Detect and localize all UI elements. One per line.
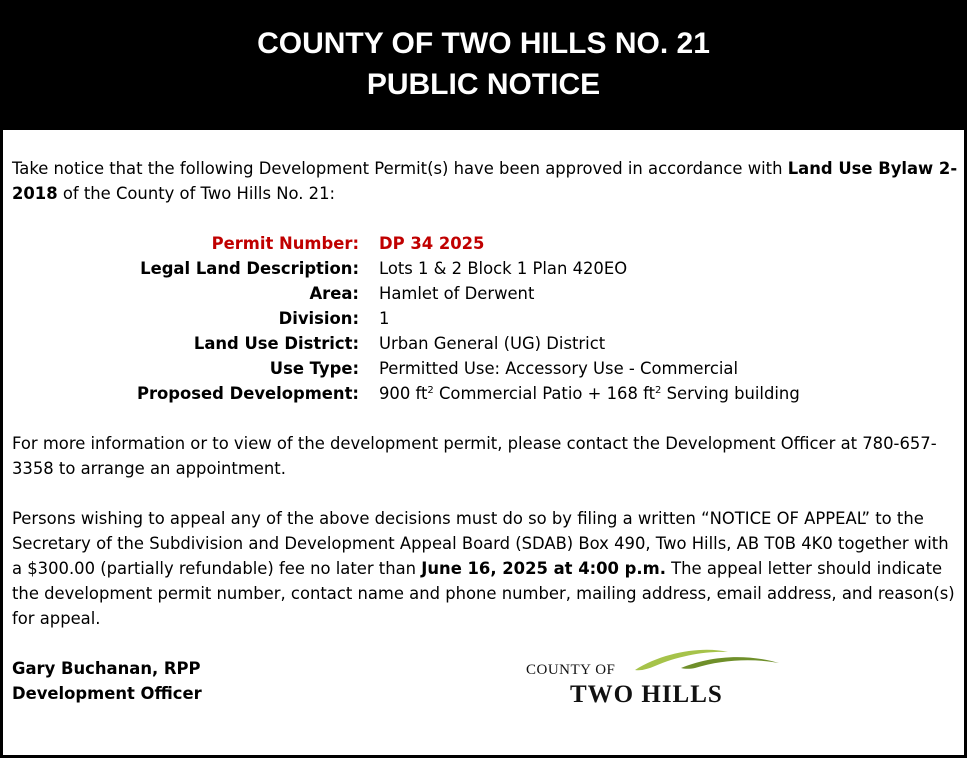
proposed-part-2: Commercial Patio + 168 ft [433, 384, 655, 403]
proposed-development-row [3, 381, 964, 406]
bylaw-reference: Land Use Bylaw 2-2018 [12, 159, 958, 203]
logo-two-hills: TWO HILLS [570, 681, 723, 708]
appeal-text-after: The appeal letter should indicate the development permit number, contact name and phone number, mailing address, email address, and reason(s) for appeal. [12, 559, 955, 628]
header-public-notice-title: PUBLIC NOTICE [366, 68, 601, 101]
proposed-part-1: 900 ft [379, 384, 428, 403]
hills-logo-icon [633, 646, 783, 678]
signature-block [12, 656, 202, 706]
permit-number-label: Permit Number: [211, 234, 359, 253]
area-row [3, 281, 964, 306]
appeal-text-before: Persons wishing to appeal any of the above decisions must do so by filing a written “NOTICE OF APPEAL” to the Secretary of the Subdivision and Development Appeal Board (SDAB) Box 490, Two Hills, AB T0B 4K0 together with a $300.00 (partially refundable) fee no later than [12, 509, 949, 578]
intro-text-before: Take notice that the following Development Permit(s) have been approved in accordance with [12, 159, 788, 178]
use-type-value: Permitted Use: Accessory Use - Commercial [379, 359, 739, 378]
proposed-sup-2: 2 [655, 385, 662, 396]
area-label: Area: [309, 284, 359, 303]
signature-title: Development Officer [12, 684, 202, 703]
header-county-title: COUNTY OF TWO HILLS NO. 21 [257, 27, 710, 60]
notice-header [0, 0, 967, 130]
proposed-part-3: Serving building [661, 384, 800, 403]
proposed-development-value [379, 381, 800, 406]
division-row [3, 306, 964, 331]
notice-body [3, 130, 964, 755]
use-type-label: Use Type: [269, 359, 359, 378]
intro-paragraph [12, 156, 958, 206]
district-row [3, 331, 964, 356]
logo-county-of: COUNTY OF [526, 662, 616, 678]
district-value: Urban General (UG) District [379, 334, 606, 353]
legal-land-label: Legal Land Description: [140, 259, 359, 278]
proposed-sup-1: 2 [427, 385, 434, 396]
county-logo [523, 646, 783, 716]
signature-name: Gary Buchanan, RPP [12, 659, 201, 678]
legal-land-row [3, 256, 964, 281]
district-label: Land Use District: [193, 334, 359, 353]
division-label: Division: [278, 309, 359, 328]
intro-text-after: of the County of Two Hills No. 21: [57, 184, 336, 203]
division-value: 1 [379, 309, 390, 328]
appeal-deadline: June 16, 2025 at 4:00 p.m. [421, 559, 666, 578]
contact-info-paragraph: For more information or to view of the development permit, please contact the Development Officer at 780-657-3358 to arrange an appointment. [12, 434, 937, 478]
area-value: Hamlet of Derwent [379, 284, 535, 303]
appeal-paragraph [12, 506, 958, 631]
proposed-development-label: Proposed Development: [136, 384, 359, 403]
permit-number-row [3, 231, 964, 256]
permit-number-value: DP 34 2025 [379, 234, 485, 253]
use-type-row [3, 356, 964, 381]
permit-details [3, 231, 964, 406]
legal-land-value: Lots 1 & 2 Block 1 Plan 420EO [379, 259, 628, 278]
